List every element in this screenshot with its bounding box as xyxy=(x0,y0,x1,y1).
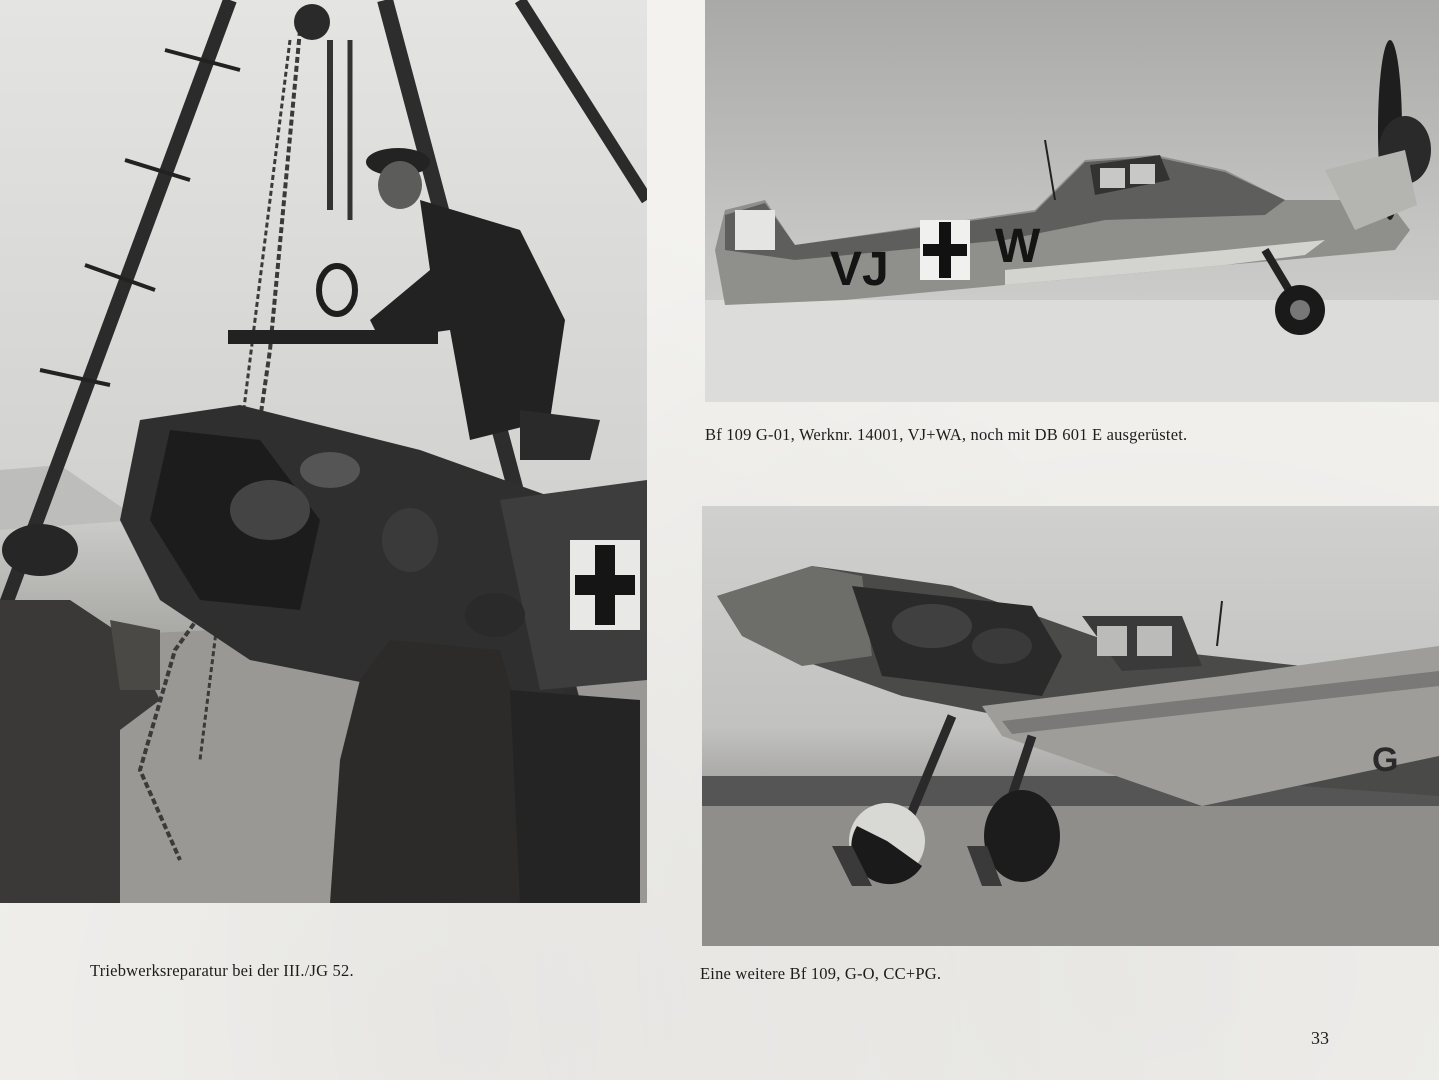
fuselage-code-vj: VJ xyxy=(830,243,889,296)
bf109-g01-caption: Bf 109 G-01, Werknr. 14001, VJ+WA, noch mit DB 601 E ausgerüstet. xyxy=(705,425,1188,444)
fuselage-code-w: W xyxy=(995,220,1041,273)
page-number: 33 xyxy=(1311,1028,1329,1048)
fuselage-letter-g: G xyxy=(1372,741,1399,779)
bf109-go-caption: Eine weitere Bf 109, G-O, CC+PG. xyxy=(700,964,942,983)
bf109-side-profile-photo xyxy=(705,0,1439,402)
engine-repair-photo xyxy=(0,0,647,903)
bf109-front-three-quarter-photo xyxy=(702,506,1439,946)
engine-repair-caption: Triebwerksreparatur bei der III./JG 52. xyxy=(90,961,354,980)
